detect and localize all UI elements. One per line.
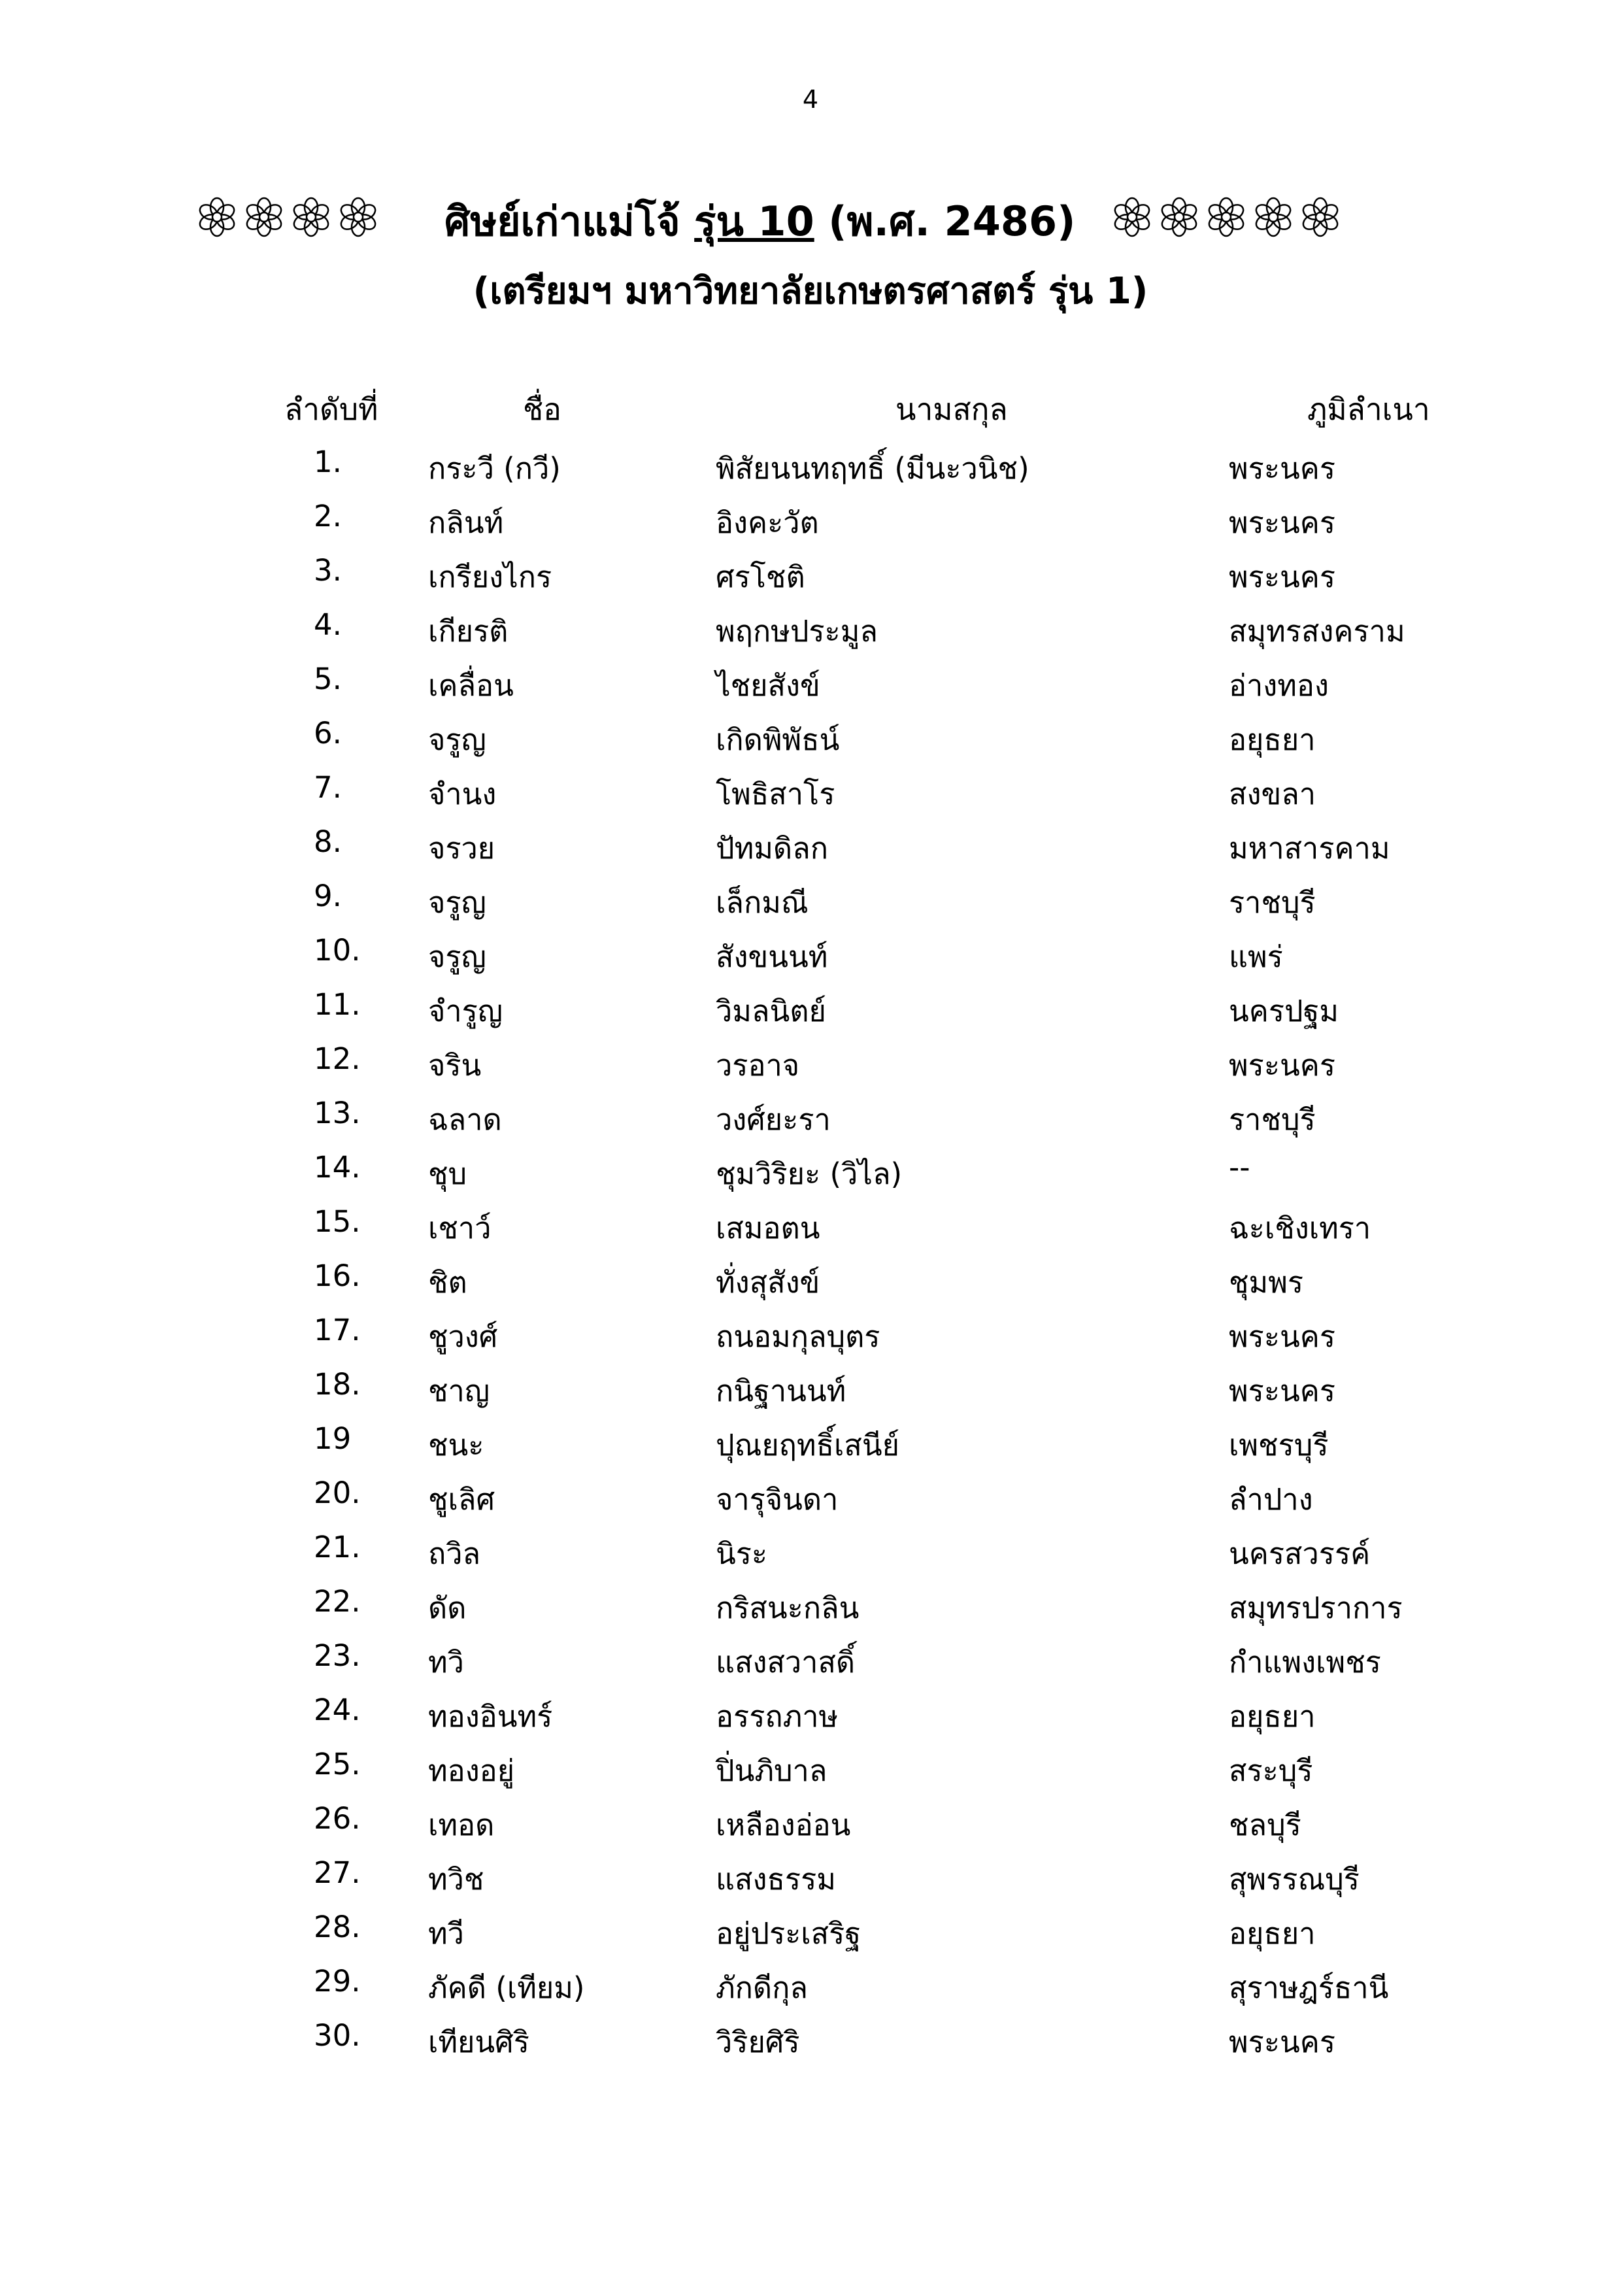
table-row (0, 716, 1621, 770)
row-province: กำแพงเพชร (1229, 1645, 1381, 1680)
row-province: พระนคร (1229, 1374, 1336, 1408)
table-row (0, 770, 1621, 824)
row-number: 26. (314, 1801, 361, 1836)
row-province: -- (1229, 1150, 1250, 1185)
table-row (0, 987, 1621, 1041)
header-surname: นามสกุล (895, 392, 1008, 427)
header-province: ภูมิลำเนา (1307, 392, 1430, 427)
table-row (0, 1258, 1621, 1313)
page-number: 4 (802, 85, 819, 114)
row-surname: แสงธรรม (716, 1862, 836, 1897)
table-row (0, 1855, 1621, 1910)
row-surname: สังขนนท์ (716, 939, 828, 974)
row-province: พระนคร (1229, 451, 1336, 486)
row-surname: ภักดีกุล (716, 1970, 808, 2005)
table-row (0, 1476, 1621, 1530)
row-surname: ชุมวิริยะ (วิไล) (716, 1156, 903, 1191)
row-surname: อรรถภาษ (716, 1699, 839, 1734)
table-row (0, 499, 1621, 553)
row-surname: แสงสวาสดิ์ (716, 1645, 856, 1680)
table-row (0, 1801, 1621, 1855)
row-province: นครปฐม (1229, 994, 1339, 1028)
row-name: ชูเลิศ (428, 1482, 495, 1517)
row-name: จำรูญ (428, 994, 503, 1028)
row-name: ทวี (428, 1916, 464, 1951)
table-row (0, 824, 1621, 879)
row-surname: ปุณยฤทธิ์เสนีย์ (716, 1428, 900, 1462)
title-prefix: ศิษย์เก่าแม่โจ้ (444, 197, 695, 245)
header-no: ลำดับที่ (284, 392, 378, 427)
row-number: 2. (314, 499, 342, 533)
row-province: พระนคร (1229, 2025, 1336, 2059)
name-list (0, 445, 1621, 2072)
table-row (0, 1041, 1621, 1096)
row-province: พระนคร (1229, 505, 1336, 540)
page-title (444, 190, 1075, 254)
row-number: 18. (314, 1367, 361, 1402)
table-row (0, 1367, 1621, 1421)
row-province: แพร่ (1229, 939, 1283, 974)
row-province: ราชบุรี (1229, 885, 1316, 920)
row-number: 3. (314, 553, 342, 588)
row-province: อ่างทอง (1229, 668, 1329, 703)
row-number: 13. (314, 1096, 361, 1130)
row-surname: โพธิสาโร (716, 777, 835, 811)
flower-icon (1158, 196, 1200, 238)
row-number: 16. (314, 1258, 361, 1293)
row-surname: พิสัยนนทฤทธิ์ (มีนะวนิช) (716, 451, 1029, 486)
row-surname: วิมลนิตย์ (716, 994, 826, 1028)
row-surname: กนิฐานนท์ (716, 1374, 846, 1408)
row-name: ทองอินทร์ (428, 1699, 553, 1734)
row-name: ชิต (428, 1265, 467, 1300)
row-number: 23. (314, 1638, 361, 1673)
flower-icon (1252, 196, 1294, 238)
row-surname: วรอาจ (716, 1048, 800, 1083)
row-province: พระนคร (1229, 1319, 1336, 1354)
row-name: จรูญ (428, 722, 486, 757)
table-row (0, 1150, 1621, 1204)
row-name: เกียรติ (428, 614, 509, 649)
flower-decoration-left (196, 196, 379, 238)
row-number: 30. (314, 2018, 361, 2053)
row-number: 24. (314, 1693, 361, 1727)
row-number: 19 (314, 1421, 352, 1456)
row-number: 12. (314, 1041, 361, 1076)
page-subtitle: (เตรียมฯ มหาวิทยาลัยเกษตรศาสตร์ รุ่น 1) (473, 270, 1148, 312)
row-name: กลินท์ (428, 505, 504, 540)
flower-icon (1205, 196, 1247, 238)
row-province: อยุธยา (1229, 1699, 1316, 1734)
row-name: เกรียงไกร (428, 560, 552, 594)
row-province: เพชรบุรี (1229, 1428, 1329, 1462)
table-row (0, 1313, 1621, 1367)
row-province: นครสวรรค์ (1229, 1536, 1371, 1571)
row-province: ฉะเชิงเทรา (1229, 1211, 1371, 1245)
row-number: 20. (314, 1476, 361, 1510)
row-province: สุพรรณบุรี (1229, 1862, 1360, 1897)
table-row (0, 1096, 1621, 1150)
row-name: ทวิ (428, 1645, 464, 1680)
row-province: อยุธยา (1229, 722, 1316, 757)
flower-icon (243, 196, 285, 238)
row-surname: ไชยสังข์ (716, 668, 820, 703)
row-surname: อิงคะวัต (716, 505, 819, 540)
row-surname: ปิ่นภิบาล (716, 1753, 827, 1788)
flower-icon (1299, 196, 1341, 238)
row-surname: เกิดพิพัธน์ (716, 722, 840, 757)
row-province: พระนคร (1229, 560, 1336, 594)
title-class-number: รุ่น 10 (694, 197, 814, 245)
row-surname: พฤกษประมูล (716, 614, 878, 649)
row-surname: เหลืองอ่อน (716, 1808, 851, 1842)
table-row (0, 879, 1621, 933)
row-number: 8. (314, 824, 342, 859)
table-row (0, 662, 1621, 716)
row-surname: อยู่ประเสริฐ (716, 1916, 861, 1951)
row-number: 27. (314, 1855, 361, 1890)
row-name: เคลื่อน (428, 668, 514, 703)
row-number: 1. (314, 445, 342, 479)
table-row (0, 1204, 1621, 1258)
table-row (0, 933, 1621, 987)
row-name: จรูญ (428, 939, 486, 974)
row-province: สงขลา (1229, 777, 1316, 811)
row-name: จริน (428, 1048, 482, 1083)
row-surname: เสมอตน (716, 1211, 820, 1245)
row-number: 7. (314, 770, 342, 805)
row-number: 14. (314, 1150, 361, 1185)
row-number: 6. (314, 716, 342, 751)
row-name: ทวิช (428, 1862, 484, 1897)
row-name: ภัคดี (เทียม) (428, 1970, 585, 2005)
row-name: ดัด (428, 1591, 467, 1625)
row-province: ราชบุรี (1229, 1102, 1316, 1137)
table-row (0, 1421, 1621, 1476)
title-year: (พ.ศ. 2486) (814, 197, 1076, 245)
row-surname: เล็กมณี (716, 885, 809, 920)
row-province: มหาสารคาม (1229, 831, 1390, 866)
table-row (0, 1584, 1621, 1638)
table-row (0, 607, 1621, 662)
row-province: สมุทรสงคราม (1229, 614, 1405, 649)
table-row (0, 445, 1621, 499)
row-province: ชุมพร (1229, 1265, 1304, 1300)
row-province: สมุทรปราการ (1229, 1591, 1403, 1625)
row-name: เทอด (428, 1808, 495, 1842)
row-name: กระวี (กวี) (428, 451, 561, 486)
flower-icon (196, 196, 238, 238)
table-row (0, 1693, 1621, 1747)
row-number: 15. (314, 1204, 361, 1239)
flower-icon (1111, 196, 1153, 238)
header-name: ชื่อ (523, 392, 561, 427)
row-name: จรูญ (428, 885, 486, 920)
row-name: ทองอยู่ (428, 1753, 515, 1788)
row-province: ชลบุรี (1229, 1808, 1301, 1842)
row-name: ชูวงศ์ (428, 1319, 498, 1354)
row-name: เชาว์ (428, 1211, 492, 1245)
row-province: พระนคร (1229, 1048, 1336, 1083)
table-row (0, 1747, 1621, 1801)
row-number: 11. (314, 987, 361, 1022)
row-number: 29. (314, 1964, 361, 1999)
row-surname: กริสนะกลิน (716, 1591, 860, 1625)
row-number: 4. (314, 607, 342, 642)
row-province: สระบุรี (1229, 1753, 1313, 1788)
row-number: 21. (314, 1530, 361, 1564)
row-number: 5. (314, 662, 342, 696)
row-number: 10. (314, 933, 361, 968)
row-province: อยุธยา (1229, 1916, 1316, 1951)
row-surname: ปัทมดิลก (716, 831, 828, 866)
row-surname: ทั่งสุสังข์ (716, 1265, 820, 1300)
row-name: เทียนศิริ (428, 2025, 529, 2059)
row-surname: ถนอมกุลบุตร (716, 1319, 880, 1354)
row-number: 25. (314, 1747, 361, 1781)
flower-decoration-right (1111, 196, 1341, 238)
flower-icon (290, 196, 332, 238)
row-name: จรวย (428, 831, 495, 866)
table-row (0, 1964, 1621, 2018)
flower-icon (337, 196, 379, 238)
row-name: ชุบ (428, 1156, 467, 1191)
table-row (0, 1530, 1621, 1584)
row-name: จำนง (428, 777, 497, 811)
table-row (0, 1638, 1621, 1693)
row-number: 9. (314, 879, 342, 913)
row-surname: วิริยศิริ (716, 2025, 800, 2059)
row-name: ชาญ (428, 1374, 490, 1408)
table-row (0, 2018, 1621, 2072)
row-number: 22. (314, 1584, 361, 1619)
row-surname: จารุจินดา (716, 1482, 839, 1517)
row-province: ลำปาง (1229, 1482, 1313, 1517)
row-province: สุราษฎร์ธานี (1229, 1970, 1389, 2005)
row-number: 17. (314, 1313, 361, 1347)
row-surname: ศรโชติ (716, 560, 805, 594)
row-name: ถวิล (428, 1536, 481, 1571)
row-name: ชนะ (428, 1428, 484, 1462)
row-surname: วงศ์ยะรา (716, 1102, 831, 1137)
table-row (0, 1910, 1621, 1964)
table-header (0, 386, 1621, 431)
title-line (0, 190, 1621, 262)
table-row (0, 553, 1621, 607)
row-number: 28. (314, 1910, 361, 1944)
row-surname: นิระ (716, 1536, 768, 1571)
row-name: ฉลาด (428, 1102, 502, 1137)
